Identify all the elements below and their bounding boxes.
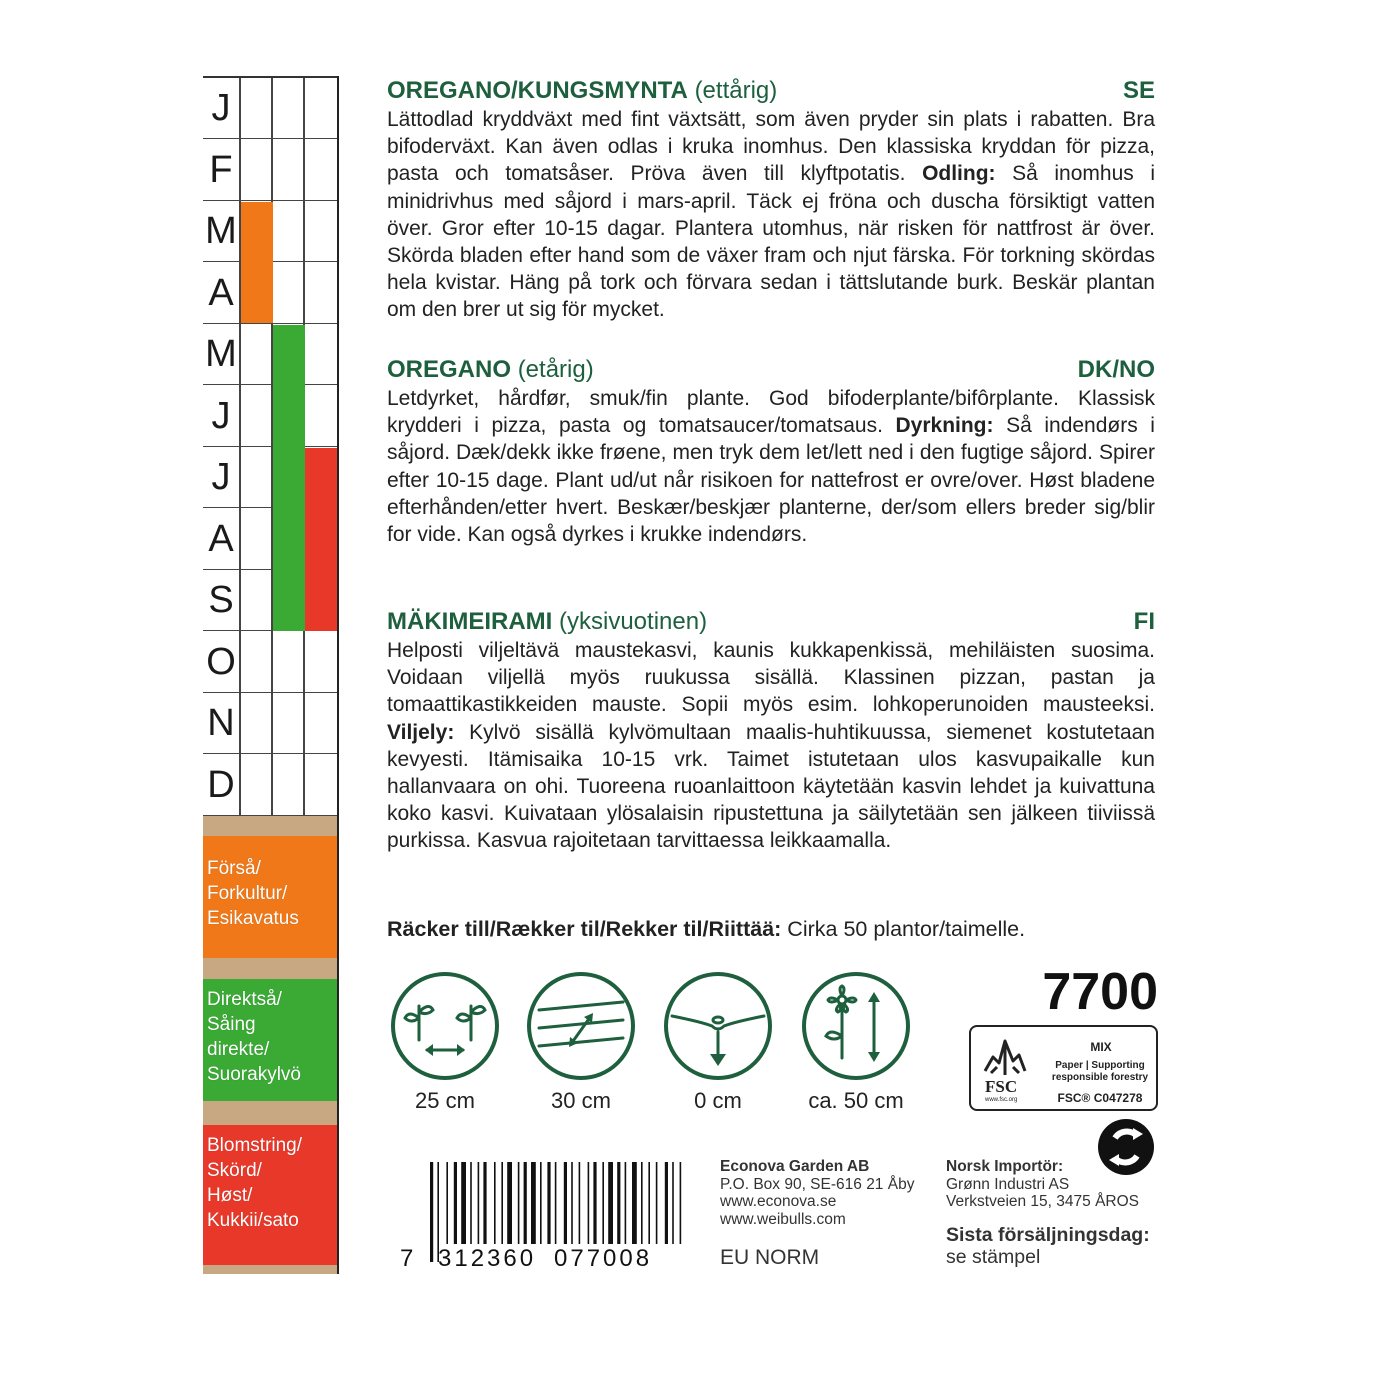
plant-name: OREGANO/KUNGSMYNTA [387, 77, 688, 104]
body-text: Letdyrket, hårdfør, smuk/fin plante. God bifoderplante/bifôrplante. Klassisk krydderi i pizza, pasta og tomatsaucer/tomatsaus. [387, 387, 1155, 438]
legend-text: Forkultur/ [207, 883, 288, 904]
legend-text: Förså/ [207, 858, 261, 879]
plant-spacing-icon [389, 970, 501, 1082]
month-letter: A [208, 271, 234, 314]
month-letter: J [211, 394, 231, 437]
company-web: www.weibulls.com [720, 1210, 846, 1228]
barcode-bar [602, 1162, 604, 1244]
month-row [203, 755, 337, 816]
fsc-code: FSC® C047278 [1057, 1091, 1143, 1105]
plant-name: MÄKIMEIRAMI [387, 608, 553, 635]
barcode-bar [588, 1162, 590, 1244]
plant-name: OREGANO [387, 356, 512, 383]
harvest-period-bar [305, 448, 337, 631]
coverage-line [387, 915, 1167, 943]
month-letter: J [211, 87, 231, 129]
barcode-bar [430, 1162, 433, 1262]
fsc-claim-line: Paper | Supporting [1055, 1060, 1145, 1071]
barcode-bar [524, 1162, 527, 1244]
fsc-tree-icon [981, 1035, 1029, 1079]
coverage-value: Cirka 50 plantor/taimelle. [781, 917, 1026, 941]
legend-text: Kukkii/sato [207, 1210, 299, 1231]
barcode-left-digits: 312360 [438, 1245, 537, 1272]
barcode-bar [665, 1162, 668, 1244]
month-row [203, 693, 337, 754]
sowing-depth-icon [662, 970, 774, 1082]
month-letter: D [207, 763, 235, 806]
importer-address: Verkstveien 15, 3475 ÅROS [946, 1193, 1140, 1210]
barcode-bar [680, 1162, 682, 1244]
company-address: P.O. Box 90, SE-616 21 Åby [720, 1175, 915, 1193]
month-letter: S [208, 579, 234, 621]
barcode-bar [632, 1162, 637, 1244]
body-heading: Dyrkning: [895, 414, 994, 438]
legend-text: Såing [207, 1014, 256, 1035]
company-name: Econova Garden AB [720, 1158, 870, 1175]
fsc-url: www.fsc.org [985, 1097, 1018, 1103]
sowing-calendar [203, 76, 339, 1274]
plant-height-label: ca. 50 cm [808, 1088, 904, 1113]
month-row [203, 78, 337, 139]
legend-block [203, 1125, 337, 1265]
legend-text: Esikavatus [207, 908, 299, 929]
importer-block [946, 1158, 1161, 1211]
body-heading: Odling: [922, 162, 996, 186]
barcode-bar [531, 1162, 536, 1244]
barcode-first-digit: 7 [400, 1245, 414, 1272]
barcode-bar [617, 1162, 620, 1244]
month-row [203, 140, 337, 201]
last-sale-value: se stämpel [946, 1246, 1041, 1268]
month-letter: M [205, 333, 237, 375]
legend-text: Blomstring/ [207, 1135, 303, 1156]
fsc-wordmark: FSC [985, 1077, 1018, 1096]
barcode-bar [494, 1162, 496, 1244]
barcode-bar [593, 1162, 596, 1244]
month-letter: O [206, 640, 236, 683]
legend-text: Skörd/ [207, 1160, 262, 1181]
coverage-label: Räcker till/Rækker til/Rekker til/Riittää: [387, 917, 782, 941]
month-letter: J [211, 456, 231, 498]
section-fi [387, 607, 1155, 855]
importer-name: Grønn Industri AS [946, 1175, 1070, 1193]
plant-subtitle: (yksivuotinen) [559, 608, 708, 635]
importer-title: Norsk Importör: [946, 1158, 1064, 1175]
legend-text: Direktså/ [207, 989, 282, 1010]
language-code: FI [1133, 608, 1155, 635]
barcode-bar [540, 1162, 542, 1244]
barcode-bar [564, 1162, 567, 1244]
plant-spacing-label: 25 cm [415, 1088, 475, 1113]
barcode-bar [446, 1162, 448, 1244]
fsc-claim-line: responsible forestry [1051, 1072, 1149, 1083]
presow-period-bar [241, 202, 273, 323]
section-body [387, 385, 1155, 548]
last-sale-title: Sista försäljningsdag: [946, 1224, 1150, 1246]
barcode [398, 1160, 688, 1272]
month-letter: F [209, 148, 233, 191]
direct-period-bar [273, 325, 305, 631]
barcode-right-digits: 077008 [554, 1245, 653, 1272]
calendar-grid [203, 76, 337, 816]
month-letter: A [208, 517, 234, 560]
barcode-bar [641, 1162, 643, 1244]
company-web: www.econova.se [720, 1193, 837, 1210]
plant-subtitle: (etårig) [517, 356, 594, 383]
grid-line [239, 78, 241, 816]
eu-norm: EU NORM [720, 1246, 820, 1269]
sowing-depth-label: 0 cm [694, 1088, 742, 1113]
body-heading: Viljely: [387, 720, 455, 744]
section-body [387, 637, 1155, 855]
section-body [387, 106, 1155, 324]
section-se [387, 76, 1155, 324]
legend-text: Høst/ [207, 1185, 253, 1206]
last-sale-block [946, 1224, 1176, 1268]
barcode-bar [656, 1162, 658, 1244]
month-row [203, 632, 337, 693]
plant-height-icon [800, 970, 912, 1082]
fsc-label [969, 1025, 1158, 1111]
fsc-claim [1043, 1060, 1157, 1084]
barcode-bar [625, 1162, 627, 1244]
legend-text: Suorakylvö [207, 1064, 301, 1085]
month-letter: M [205, 210, 237, 252]
barcode-bar [454, 1162, 457, 1244]
body-text: Så indendørs i såjord. Dæk/dekk ikke frøene, men tryk dem let/lett ned i den fugtige såjord. Spirer efter 10-15 dage. Plant ud/ut når risikoen for nattefrost er ovre/over. Høst bladene efterhånden/etter hvert. Beskær/beskjær planterne, der/som ellers breder sig/blir for vide. Kan også dyrkes i krukke indendørs. [387, 414, 1155, 547]
barcode-bar [483, 1162, 486, 1244]
barcode-bar [555, 1162, 557, 1244]
barcode-bar [571, 1162, 573, 1244]
row-spacing-icon [525, 970, 637, 1082]
body-text: Kylvö sisällä kylvömultaan maalis-huhtikuussa, siemenet kostutetaan kevyesti. Itämisaika 10-15 vrk. Taimet istutetaan ulos kasvupaikalle kun hallanvaara on ohi. Tuoreena ruoanlaittoon käytetään kasvin lehdet ja kuivattuna koko kasvi. Kuivataan ylösalaisin ripustettuna ja säilytetään sen jälkeen tiiviissä purkissa. Kasvua rajoitetaan tarvittaessa leikkaamalla. [387, 720, 1155, 853]
barcode-bar [478, 1162, 480, 1244]
article-number: 7700 [1042, 963, 1158, 1021]
barcode-bar [507, 1162, 512, 1244]
legend-block [203, 979, 337, 1101]
month-letter: N [207, 702, 235, 744]
language-code: SE [1122, 77, 1155, 104]
body-text: Så inomhus i minidrivhus med såjord i mars-april. Täck ej fröna och duscha försiktigt vatten över. Gror efter 10-15 dagar. Plantera utomhus, när risken för nattfrost är över. Skörda bladen efter hand som de växer fram och njut färska. För torkning skördas hela kvistar. Häng på tork och förvara sedan i tättslutande burk. Beskär plantan om den brer ut sig för mycket. [387, 162, 1155, 322]
section-dk-no [387, 355, 1155, 548]
month-row [203, 386, 337, 447]
section-title [387, 607, 1155, 637]
barcode-bar [648, 1162, 650, 1244]
barcode-bar [470, 1162, 472, 1244]
row-spacing-label: 30 cm [551, 1088, 611, 1113]
barcode-bar [608, 1162, 613, 1244]
legend-block [203, 836, 337, 958]
month-row [203, 324, 337, 385]
barcode-bar [518, 1162, 520, 1244]
barcode-bar [501, 1162, 503, 1244]
barcode-bar [672, 1162, 674, 1244]
fsc-mix: MIX [1090, 1040, 1112, 1054]
language-code: DK/NO [1077, 356, 1155, 383]
section-title [387, 76, 1155, 106]
barcode-bar [547, 1162, 550, 1244]
body-text: Lättodlad kryddväxt med fint växtsätt, som även pryder sin plats i rabatten. Bra bifoderväxt. Kan även odlas i kruka inomhus. Den klassiska kryddan för pizza, pasta och tomatsåser. Pröva även till klyftpotatis. [387, 108, 1155, 186]
section-title [387, 355, 1155, 385]
legend-text: direkte/ [207, 1039, 270, 1060]
body-text: Helposti viljeltävä maustekasvi, kaunis kukkapenkissä, mehiläisten suosima. Voidaan viljellä myös ruukussa sisällä. Klassinen pizzan, pastan ja tomaattikastikkeiden mauste. Sopii myös esim. lohkoperunoiden mausteeksi. [387, 639, 1155, 717]
company-block [720, 1158, 945, 1228]
plant-subtitle: (ettårig) [694, 77, 778, 104]
barcode-bar [461, 1162, 466, 1244]
barcode-bar [579, 1162, 581, 1244]
